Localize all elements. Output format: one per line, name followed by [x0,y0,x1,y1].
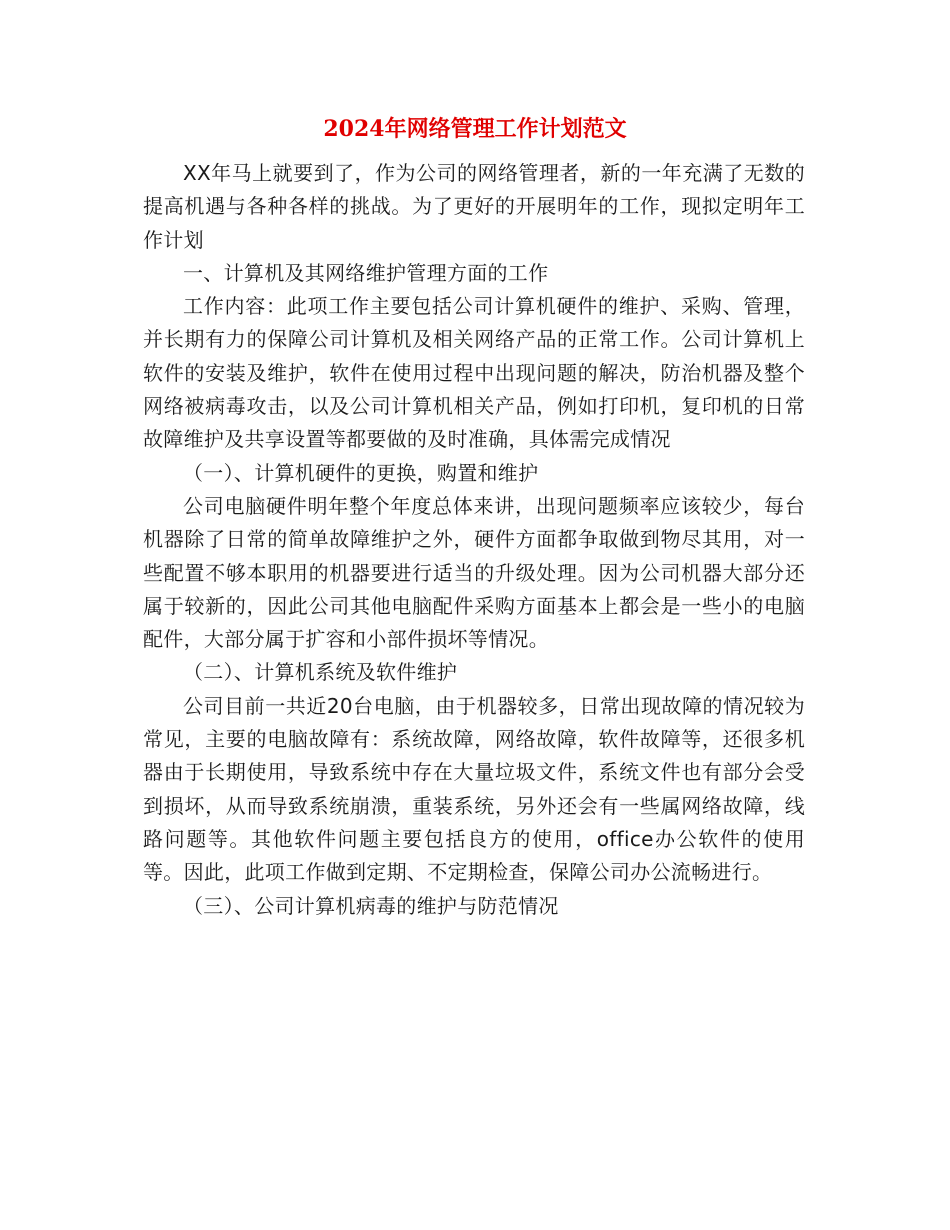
hardware-paragraph: 公司电脑硬件明年整个年度总体来讲，出现问题频率应该较少，每台机器除了日常的简单故障维护之外，硬件方面都争取做到物尽其用，对一些配置不够本职用的机器要进行适当的升级处理。因为公司机器大部分还属于较新的，因此公司其他电脑配件采购方面基本上都会是一些小的电脑配件，大部分属于扩容和小部件损坏等情况。 [143,493,805,652]
document-title: 2024年网络管理工作计划范文 [323,116,627,142]
document-body [143,157,805,923]
work-content-paragraph: 工作内容：此项工作主要包括公司计算机硬件的维护、采购、管理，并长期有力的保障公司计算机及相关网络产品的正常工作。公司计算机上软件的安装及维护，软件在使用过程中出现问题的解决，防治机器及整个网络被病毒攻击，以及公司计算机相关产品，例如打印机，复印机的日常故障维护及共享设置等都要做的及时准确，具体需完成情况 [143,294,805,452]
intro-paragraph: XX年马上就要到了，作为公司的网络管理者，新的一年充满了无数的提高机遇与各种各样的挑战。为了更好的开展明年的工作，现拟定明年工作计划 [143,161,805,252]
subsection-heading-1: （一）、计算机硬件的更换，购置和维护 [183,460,539,485]
subsection-heading-2: （二）、计算机系统及软件维护 [183,660,458,685]
software-paragraph: 公司目前一共近20台电脑，由于机器较多，日常出现故障的情况较为常见，主要的电脑故障有：系统故障，网络故障，软件故障等，还很多机器由于长期使用，导致系统中存在大量垃圾文件，系统文件也有部分会受到损坏，从而导致系统崩溃，重装系统，另外还会有一些属网络故障，线路问题等。其他软件问题主要包括良方的使用，office办公软件的使用等。因此，此项工作做到定期、不定期检查，保障公司办公流畅进行。 [143,693,805,885]
subsection-heading-3: （三）、公司计算机病毒的维护与防范情况 [183,893,559,918]
section-heading-1: 一、计算机及其网络维护管理方面的工作 [183,260,549,285]
